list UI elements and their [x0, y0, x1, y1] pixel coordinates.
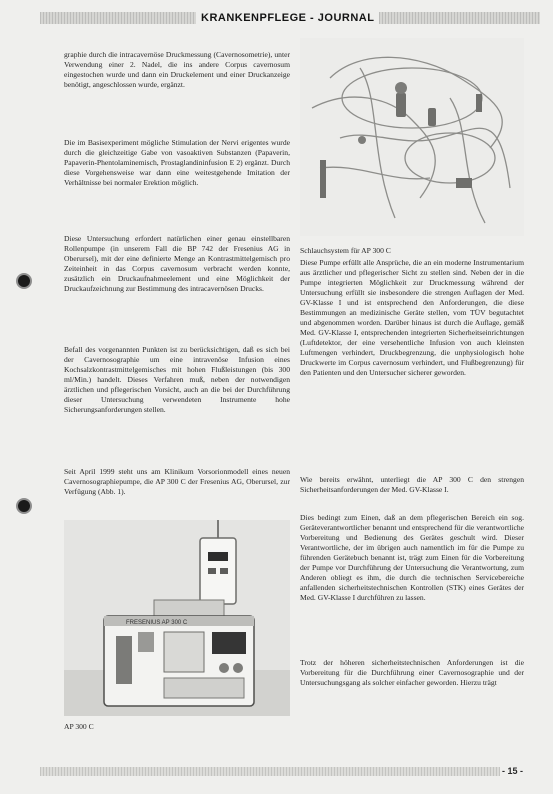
left-column-para-5	[64, 467, 290, 497]
left-column-para-3	[64, 234, 290, 294]
tubing-illustration	[300, 38, 524, 236]
paragraph: Wie bereits erwähnt, unterliegt die AP 300 C den strengen Sicherheitsanforderungen der Med. GV-Klasse I.	[300, 475, 524, 494]
right-column-para-3	[300, 513, 524, 603]
left-column-para-1	[64, 50, 290, 90]
paragraph: graphie durch die intracavernöse Druckmessung (Cavernosometrie), unter Verwendung einer 2. Nadel, die ins andere Corpus cavernosum eingestochen wurde und dann ein Druckelement und einer Druckanzeige benötigt, angeschlossen wurde, ergänzt.	[64, 50, 290, 89]
paragraph: Die im Basisexperiment mögliche Stimulation der Nervi erigentes wurde durch die gleichzeitige Gabe von vasoaktiven Substanzen (Papaverin, Papaverin-Phentolaminemisch, Prostaglandininfusion E 2) ergänzt. Durch diese Vorgehensweise war dann eine weitestgehende Imitation der Verhältnisse bei normaler Erektion möglich.	[64, 138, 290, 187]
device-photo	[64, 520, 290, 716]
journal-title: KRANKENPFLEGE - JOURNAL	[196, 12, 379, 24]
left-column-para-4	[64, 345, 290, 415]
device-illustration	[64, 520, 290, 716]
paragraph: Trotz der höheren sicherheitstechnischen Anforderungen ist die Vorbereitung für die Durchführung einer Cavernosographie und der Untersuchungsgang als solcher einfacher geworden. Hierzu trägt	[300, 658, 524, 687]
page-number: - 15 -	[502, 766, 524, 776]
paragraph: Diese Pumpe erfüllt alle Ansprüche, die an ein moderne Instrumentarium aus ärztlicher und pflegerischer Sicht zu stellen sind. Neben der in die Pumpe integrierten Möglichkeit zur Druckmessung während der Untersuchung erfüllt sie insbesondere die strengen Auflagen der Med. GV-Klasse I und ist entsprechend den Anforderungen, die diese Bestimmungen an medizinische Geräte stellen, vom TÜV begutachtet und abgenommen worden. Darüber hinaus ist durch die Auflage, gemäß Med. GV-Klasse I, entsprechenden integrierten Sicherheitseinrichtungen (Luftdetektor, der eine versehentliche Infusion von auch kleinsten Luftmengen verhindert, Druckbegrenzung, die unphysiologisch hohe Druckwerte im Corpus cavernosum verhindert, und Flußbegrenzung) für den Patienten und den Untersucher sicherer geworden.	[300, 258, 524, 377]
left-column-para-2	[64, 138, 290, 188]
paragraph: Diese Untersuchung erfordert natürlichen einer genau einstellbaren Rollenpumpe (in unserem Fall die BP 742 der Fresenius AG in Oberursel), mit der eine definierte Menge an Kontrastmittelgemisch pro Zeiteinheit in das Corpus cavernosum verbracht werden konnte, zusätzlich ein Druckaufnahmeelement und eine Möglichkeit der Druckaufzeichnung zur Bestimmung des intracavernösen Drucks.	[64, 234, 290, 293]
footer-band	[40, 767, 500, 776]
right-column-para-2	[300, 475, 524, 495]
top-photo-caption: Schlauchsystem für AP 300 C	[300, 246, 391, 255]
device-brand-label: FRESENIUS AP 300 C	[126, 620, 188, 626]
punch-hole	[18, 500, 30, 512]
tubing-system-photo	[300, 38, 524, 236]
bottom-photo-caption: AP 300 C	[64, 722, 94, 731]
punch-hole	[18, 275, 30, 287]
paragraph: Seit April 1999 steht uns am Klinikum Vorsorionmodell eines neuen Cavernosographiepumpe, die AP 300 C der Fresenius AG, Oberursel, zur Verfügung (Abb. 1).	[64, 467, 290, 496]
paragraph: Dies bedingt zum Einen, daß an dem pflegerischen Bereich ein sog. Geräteverantwortlicher benannt und entsprechend für die verantwortliche Vorbereitung und Bedienung des Gerätes geschult wird. Dieser Verantwortliche, der im übrigen auch namentlich im für die Pumpe zu führenden Gerätebuch benannt ist, trägt zum Einen für die Vorbereitung der Pumpe vor Durchführung der Untersuchung die Verantwortung, zum Anderen obliegt es ihm, die durch die technischen Servicebereiche anfallenden sicherheitstechnischen Kontrollen (STK) eines Gerätes der Med. GV-Klasse I durchführen zu lassen.	[300, 513, 524, 602]
right-column-para-4	[300, 658, 524, 688]
paragraph: Befall des vorgenannten Punkten ist zu berücksichtigen, daß es sich bei der Cavernosographie um eine intravenöse Infusion eines Kochsalzkontrastmittelgemisches mit hohen Flußleistungen (bis 300 ml/Min.) handelt. Dieses Verfahren muß, neben der notwendigen ärztlichen und pflegerischen Vorsicht, auch an die bei der Durchführung dieser Untersuchung verwendeten Instrumente hohe Sicherungsanforderungen stellen.	[64, 345, 290, 414]
right-column-para-1	[300, 258, 524, 378]
